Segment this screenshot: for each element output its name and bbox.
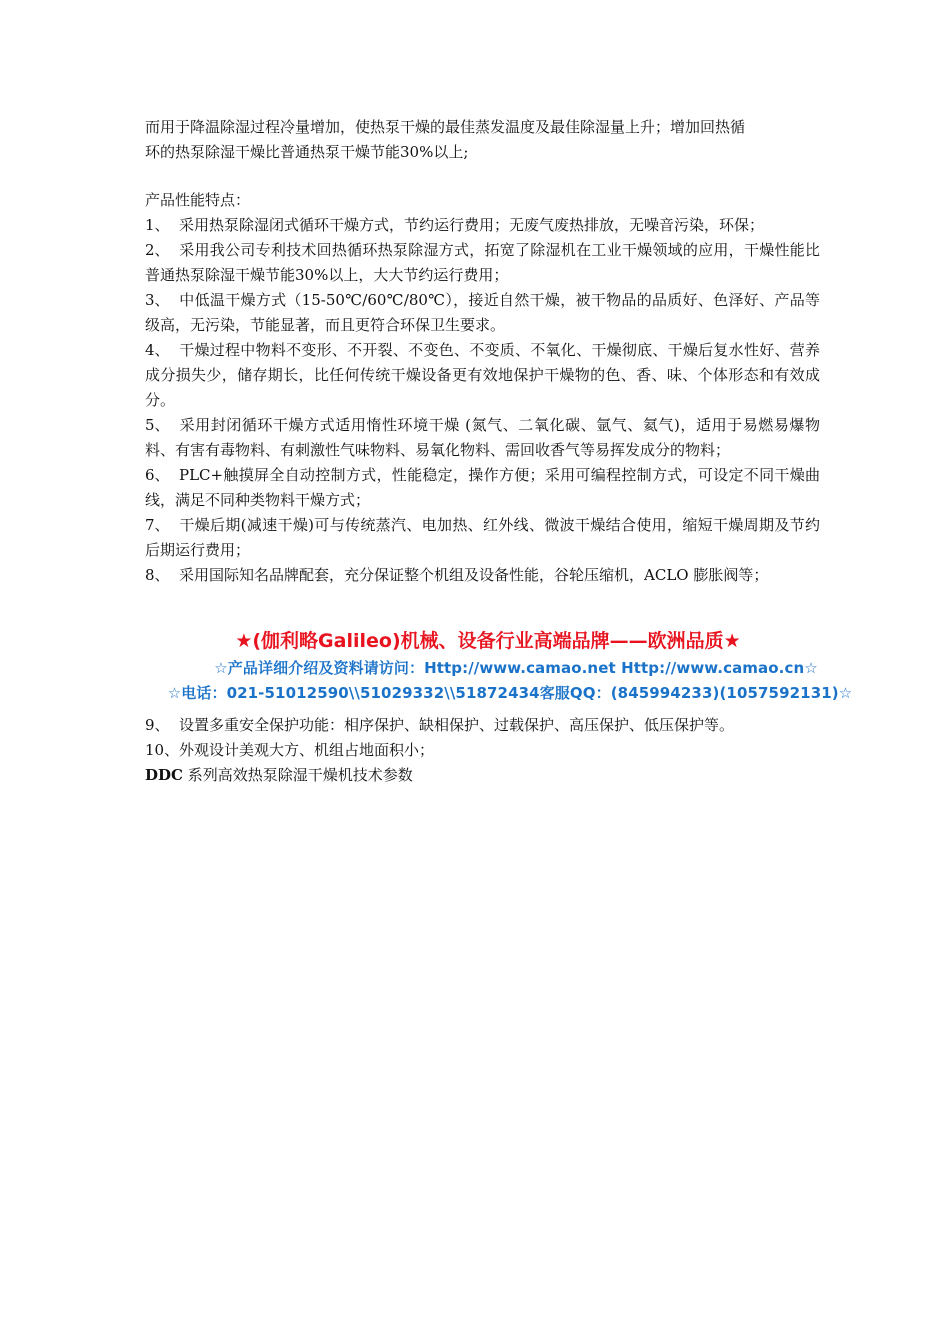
- list-item: [145, 463, 820, 513]
- item-text: 干燥过程中物料不变形、不开裂、不变色、不变质、不氧化、干燥彻底、干燥后复水性好、营养成分损失少，储存期长，比任何传统干燥设备更有效地保护干燥物的色、香、味、个体形态和有效成分。: [145, 341, 820, 409]
- advert-banner: [148, 626, 888, 706]
- intro-paragraph: [145, 115, 820, 165]
- list-item: [145, 563, 820, 588]
- item-number: 8、: [145, 566, 170, 584]
- features-list: [145, 213, 820, 588]
- item-number: 9、: [145, 716, 170, 734]
- item-text: 设置多重安全保护功能：相序保护、缺相保护、过载保护、高压保护、低压保护等。: [179, 716, 735, 734]
- list-item: [145, 713, 820, 738]
- main-text: [145, 115, 820, 588]
- list-item: [145, 513, 820, 563]
- item-text: 采用国际知名品牌配套，充分保证整个机组及设备性能，谷轮压缩机，ACLO 膨胀阀等；: [179, 566, 769, 584]
- item-text: 采用封闭循环干燥方式适用惰性环境干燥 (氮气、二氧化碳、氩气、氦气)，适用于易燃易爆物料、有害有毒物料、有刺激性气味物料、易氧化物料、需回收香气等易挥发成分的物料；: [145, 416, 820, 459]
- params-title-model: DDC: [145, 766, 183, 784]
- params-title: [145, 763, 820, 788]
- banner-brand-line: ★(伽利略Galileo)机械、设备行业高端品牌——欧洲品质★: [235, 630, 741, 652]
- item-text: 采用我公司专利技术回热循环热泵除湿方式，拓宽了除湿机在工业干燥领域的应用，干燥性能比普通热泵除湿干燥节能30%以上，大大节约运行费用；: [145, 241, 820, 284]
- list-item: [145, 213, 820, 238]
- item-number: 5、: [145, 416, 170, 434]
- banner-website-line[interactable]: ☆产品详细介绍及资料请访问：Http://www.camao.net Http://www.camao.cn☆: [214, 659, 818, 677]
- item-text: 外观设计美观大方、机组占地面积小；: [179, 741, 435, 759]
- item-text: 中低温干燥方式（15-50℃/60℃/80℃），接近自然干燥，被干物品的品质好、色泽好、产品等级高，无污染，节能显著，而且更符合环保卫生要求。: [145, 291, 820, 334]
- item-number: 4、: [145, 341, 170, 359]
- item-text: 干燥后期(减速干燥)可与传统蒸汽、电加热、红外线、微波干燥结合使用，缩短干燥周期及节约后期运行费用；: [145, 516, 820, 559]
- intro-line-2: 环的热泵除湿干燥比普通热泵干燥节能30%以上;: [145, 143, 469, 161]
- list-item: [145, 738, 820, 763]
- main-text-continued: [145, 713, 820, 788]
- item-text: PLC+触摸屏全自动控制方式，性能稳定，操作方便；采用可编程控制方式，可设定不同干燥曲线，满足不同种类物料干燥方式；: [145, 466, 820, 509]
- item-number: 7、: [145, 516, 170, 534]
- list-item: [145, 338, 820, 413]
- banner-contact-line: ☆电话：021-51012590\\51029332\\51872434客服QQ：(845994233)(1057592131)☆: [167, 684, 853, 702]
- list-item: [145, 288, 820, 338]
- intro-line-1: 而用于降温除湿过程冷量增加，使热泵干燥的最佳蒸发温度及最佳除湿量上升；增加回热循: [145, 118, 746, 136]
- item-number: 10、: [145, 741, 180, 759]
- list-item: [145, 238, 820, 288]
- item-number: 2、: [145, 241, 170, 259]
- params-title-text: 系列高效热泵除湿干燥机技术参数: [182, 766, 413, 784]
- list-item: [145, 413, 820, 463]
- item-number: 1、: [145, 216, 170, 234]
- features-heading: 产品性能特点：: [145, 191, 251, 209]
- item-text: 采用热泵除湿闭式循环干燥方式，节约运行费用；无废气废热排放，无噪音污染，环保；: [179, 216, 765, 234]
- item-number: 3、: [145, 291, 170, 309]
- item-number: 6、: [145, 466, 170, 484]
- features-list-continued: [145, 713, 820, 763]
